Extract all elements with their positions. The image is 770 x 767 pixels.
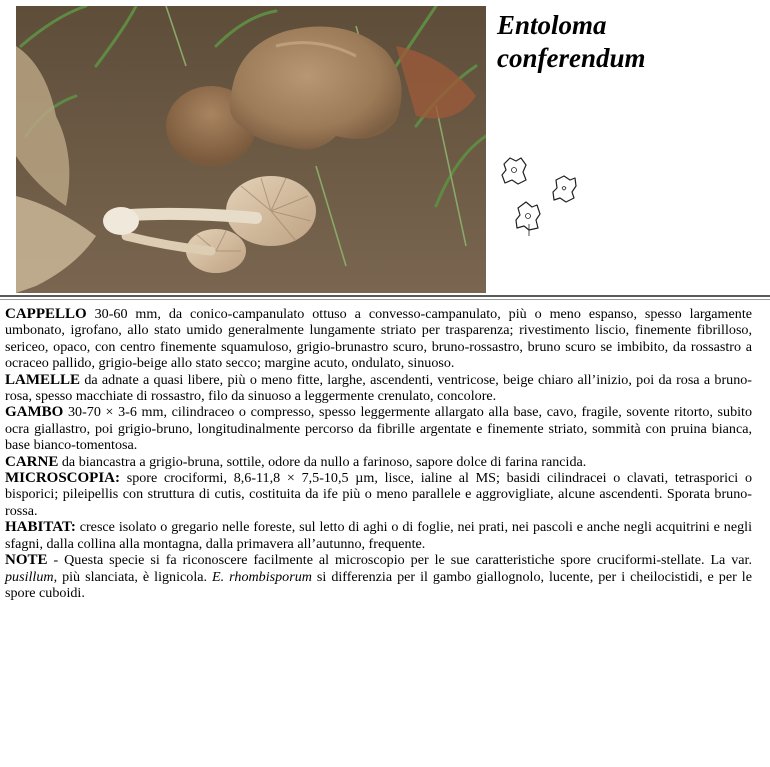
section-text: spore crociformi, 8,6-11,8 × 7,5-10,5 µm, lisce, ialine al MS; basidi cilindracei o clavati, tetrasporici o bisporici; pileipellis con struttura di cutis, costituita da ife più o meno parallele e aggrovigliate, alcune ascendenti. Sporata bruno-rossa. [5, 470, 752, 519]
section-cappello [5, 306, 752, 372]
description [5, 306, 752, 601]
mushroom-photo-drawing [16, 6, 486, 293]
note-italic: E. rhombisporum [212, 568, 312, 585]
section-label: MICROSCOPIA: [5, 470, 120, 487]
section-label: CAPPELLO [5, 306, 87, 322]
section-label: NOTE [5, 552, 48, 569]
species-title [497, 9, 757, 75]
section-carne [5, 454, 752, 470]
section-text: da biancastra a grigio-bruna, sottile, odore da nullo a farinoso, sapore dolce di farina rancida. [58, 453, 587, 470]
section-divider [0, 295, 770, 300]
section-label: GAMBO [5, 404, 64, 421]
section-text: 30-60 mm, da conico-campanulato ottuso a convesso-campanulato, più o meno espanso, spesso largamente umbonato, igrofano, allo stato umido generalmente lungamente striato per trasparenza; rivestimento liscio, finemente fibrilloso, sericeo, opaco, con centro finemente squamuloso, grigio-brunastro scuro, bruno-rossastro, bruno scuro se imbibito, da rossastro a ocraceo pallido, grigio-beige allo stato secco; margine acuto, ondulato, sinuoso. [5, 306, 752, 372]
cruciform-spores-icon [496, 150, 586, 240]
section-text: da adnate a quasi libere, più o meno fitte, larghe, ascendenti, ventricose, beige chiaro all’inizio, poi da rosa a bruno-rosa, spesso macchiate di rossastro, filo da sinuoso a leggermente crenulato, concolore. [5, 371, 752, 405]
section-label: LAMELLE [5, 371, 81, 388]
section-gambo [5, 404, 752, 453]
note-text: - Questa specie si fa riconoscere facilmente al microscopio per le sue caratteristiche spore cruciformi-stellate. La var. [47, 552, 752, 569]
title-genus: Entoloma [497, 10, 607, 40]
note-italic: pusillum [5, 568, 54, 585]
section-microscopia [5, 470, 752, 519]
spores-drawing [496, 150, 586, 240]
note-text: si differenzia per il gambo giallognolo, lucente, per i cheilocistidi, e per le spore cuboidi. [5, 568, 752, 601]
mushroom-photo [16, 6, 486, 293]
section-note [5, 552, 752, 601]
section-text: 30-70 × 3-6 mm, cilindraceo o compresso, spesso leggermente allargato alla base, cavo, fragile, sovente ritorto, subito ocra giallastro, poi grigio-bruno, longitudinalmente percorso da fibrille argentate e finemente striato, sommità con pruina bianca, base bianco-tomentosa. [5, 404, 752, 454]
note-text: , più slanciata, è lignicola. [53, 568, 213, 585]
section-label: HABITAT: [5, 519, 76, 536]
title-species: conferendum [497, 43, 646, 73]
section-habitat [5, 519, 752, 552]
section-lamelle [5, 372, 752, 405]
section-text: cresce isolato o gregario nelle foreste, sul letto di aghi o di foglie, nei prati, nei pascoli e anche negli acquitrini e negli sfagni, dalla collina alla montagna, dalla primavera all’autunno, frequente. [5, 519, 752, 552]
section-label: CARNE [5, 453, 59, 470]
